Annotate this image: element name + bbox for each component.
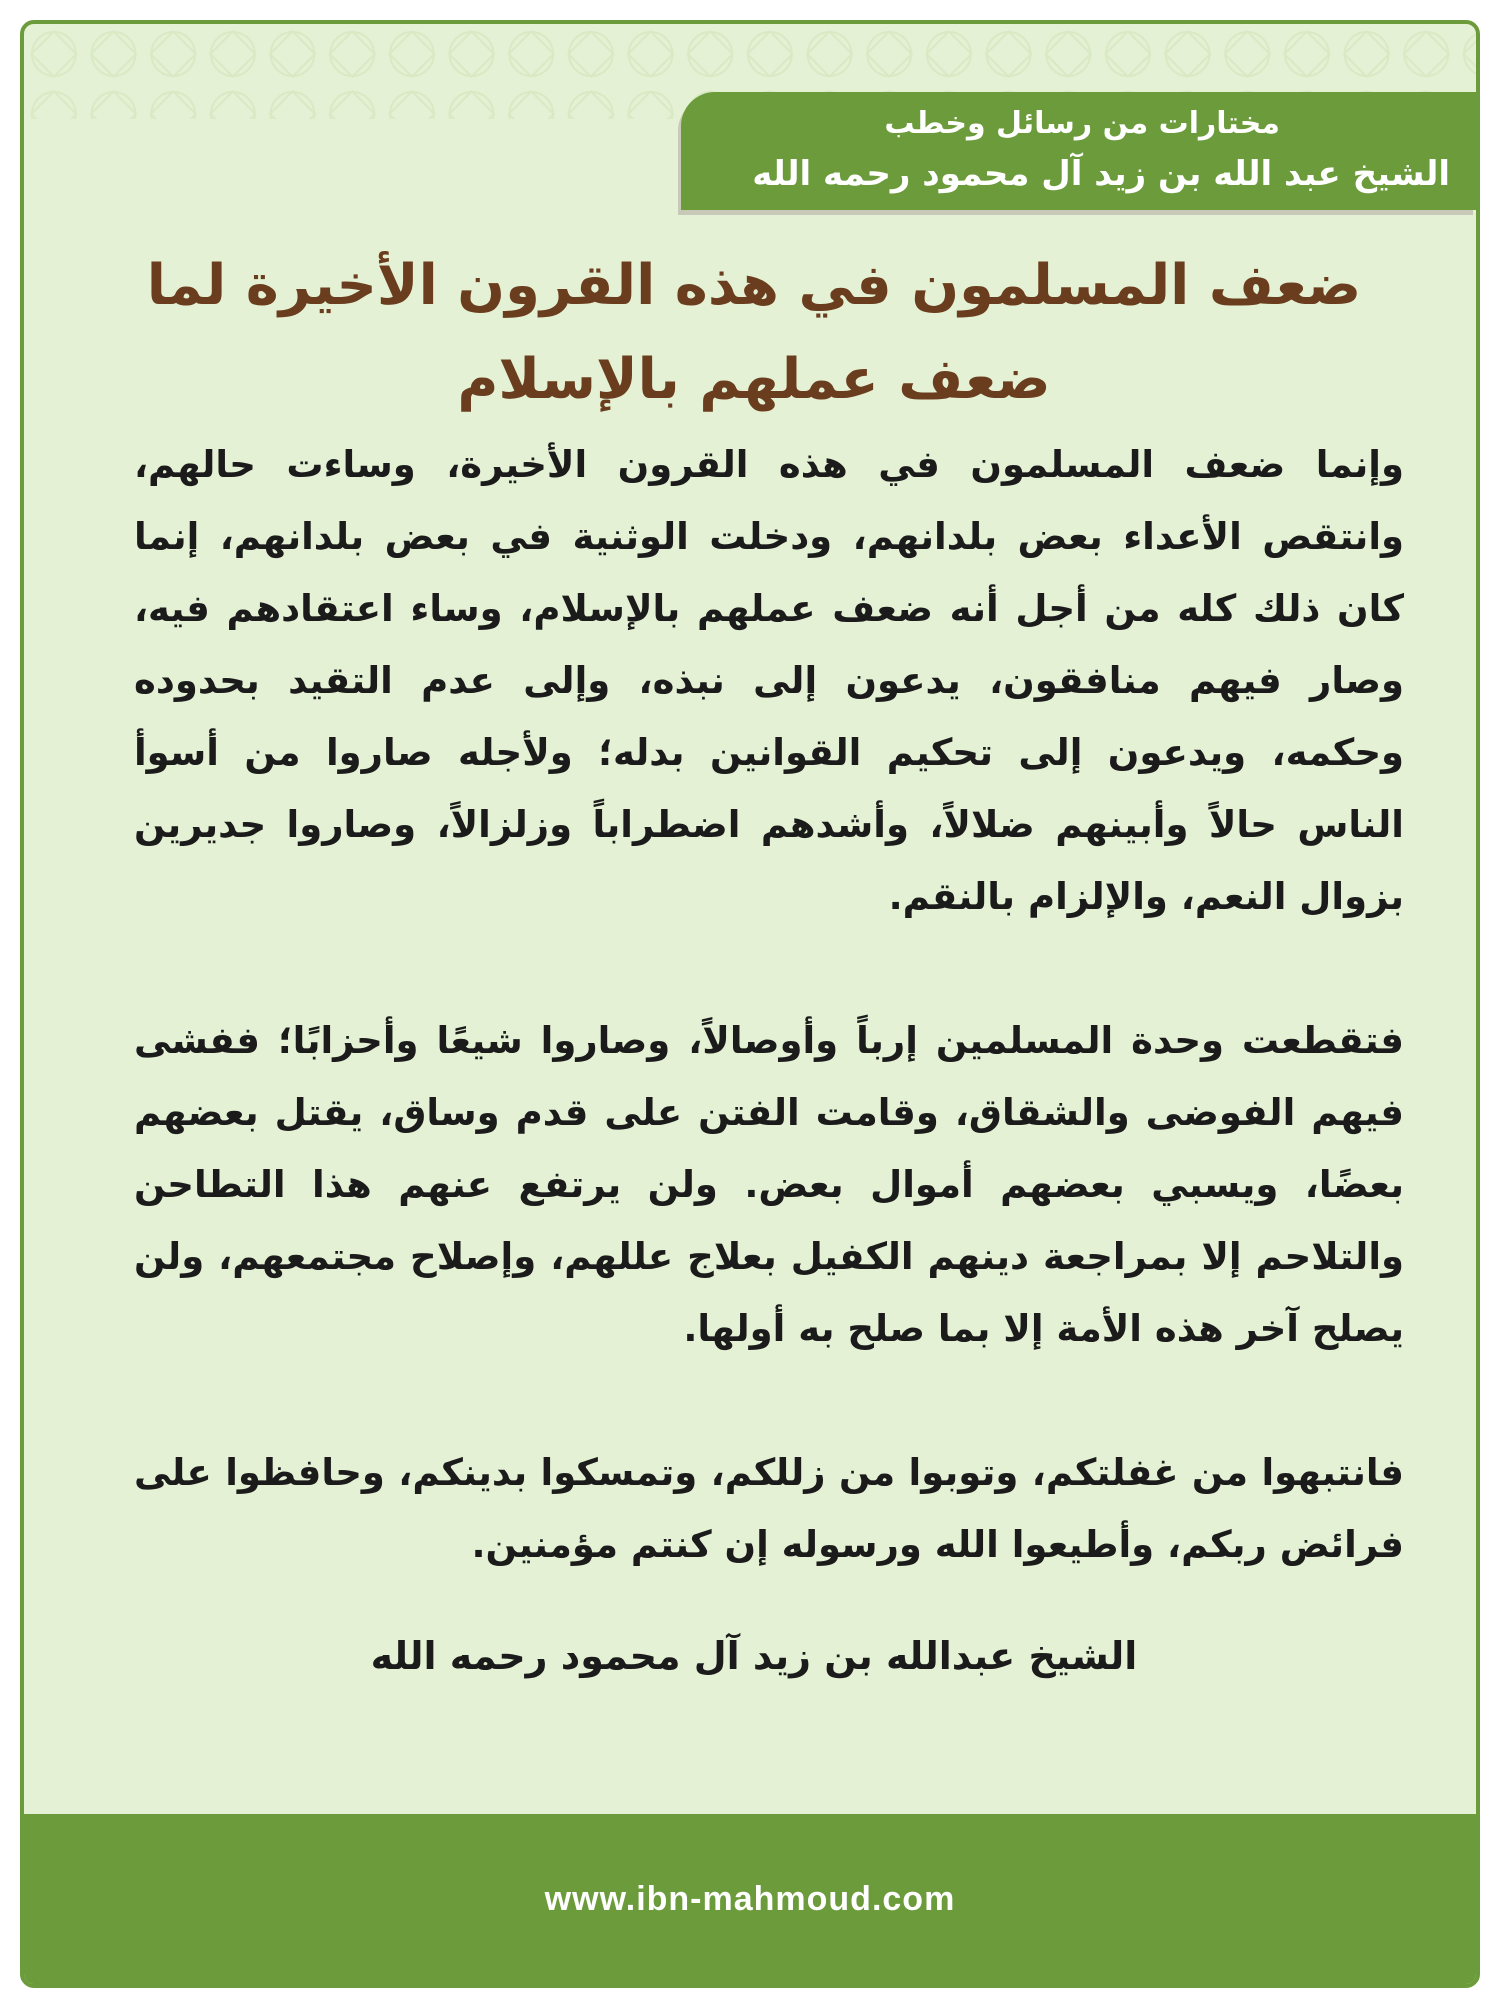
paragraph-2: فتقطعت وحدة المسلمين إرباً وأوصالاً، وصاروا شيعًا وأحزابًا؛ ففشى فيهم الفوضى والشقاق، وقامت الفتن على قدم وساق، يقتل بعضهم بعضًا، ويسبي بعضهم أموال بعض. ولن يرتفع عنهم هذا التطاحن والتلاحم إلا بمراجعة دينهم الكفيل بعلاج عللهم، وإصلاح مجتمعهم، ولن يصلح آخر هذه الأمة إلا بما صلح به أولها. [134,1019,1404,1350]
article-title [114,239,1394,427]
header-banner [681,92,1476,210]
author-signature: الشيخ عبدالله بن زيد آل محمود رحمه الله [370,1634,1138,1678]
website-link[interactable]: www.ibn-mahmoud.com [544,1879,956,1918]
title-line-2: ضعف عملهم بالإسلام [457,347,1051,412]
page-card [20,20,1480,1988]
header-author: الشيخ عبد الله بن زيد آل محمود رحمه الله [752,154,1450,194]
title-line-1: ضعف المسلمون في هذه القرون الأخيرة لما [146,253,1362,318]
footer-bar [24,1814,1476,1984]
header-subtitle: مختارات من رسائل وخطب [884,106,1280,141]
paragraph-3: فانتبهوا من غفلتكم، وتوبوا من زللكم، وتمسكوا بدينكم، وحافظوا على فرائض ربكم، وأطيعوا الله ورسوله إن كنتم مؤمنين. [134,1451,1404,1566]
paragraph-1: وإنما ضعف المسلمون في هذه القرون الأخيرة، وساءت حالهم، وانتقص الأعداء بعض بلدانهم، ودخلت الوثنية في بعض بلدانهم، إنما كان ذلك كله من أجل أنه ضعف عملهم بالإسلام، وساء اعتقادهم فيه، وصار فيهم منافقون، يدعون إلى نبذه، وإلى عدم التقيد بحدوده وحكمه، ويدعون إلى تحكيم القوانين بدله؛ ولأجله صاروا من أسوأ الناس حالاً وأبينهم ضلالاً، وأشدهم اضطراباً وزلزالاً، وصاروا جديرين بزوال النعم، والإلزام بالنقم. [134,443,1404,918]
article-body [134,429,1404,1581]
